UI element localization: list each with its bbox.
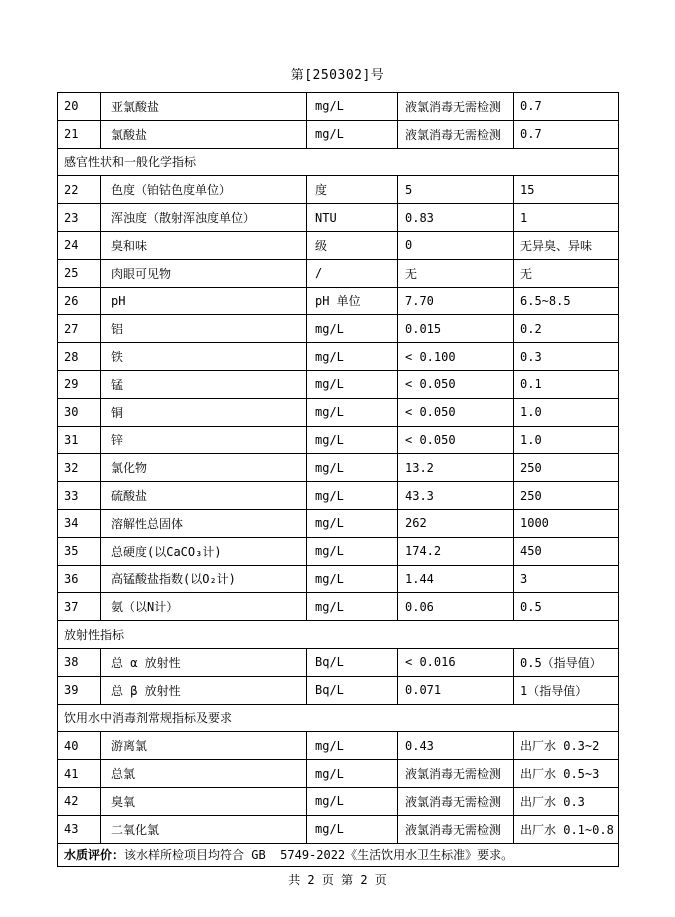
table-rows [58,93,618,844]
row-number-cell: 35 [58,538,101,565]
result-cell: 174.2 [398,538,514,565]
table-row [58,288,618,316]
row-number-cell: 25 [58,260,101,287]
evaluation-label: 水质评价： [64,848,125,863]
result-cell: 0.015 [398,315,514,342]
limit-cell: 0.5 [520,599,542,614]
param-name-cell: 游离氯 [101,732,307,759]
unit-cell: mg/L [307,399,398,426]
row-number-cell: 28 [58,343,101,370]
unit-cell: NTU [307,204,398,231]
unit-cell: mg/L [307,343,398,370]
param-name-cell: 肉眼可见物 [101,260,307,287]
unit-cell: / [307,260,398,287]
result-cell: 43.3 [398,482,514,509]
row-number-cell: 36 [58,566,101,593]
limit-cell: 1000 [520,516,549,531]
table-row [58,93,618,121]
result-cell: 5 [398,176,514,203]
limit-cell: 出厂水 0.3~2 [520,739,600,754]
result-cell: < 0.100 [398,343,514,370]
row-number-cell: 38 [58,649,101,676]
param-name-cell: 氯酸盐 [101,121,307,148]
limit-cell: 250 [520,488,542,503]
evaluation-text: 该水样所检项目均符合 GB 5749-2022《生活饮用水卫生标准》要求。 [124,848,514,863]
unit-cell: pH 单位 [307,288,398,315]
table-row [58,816,618,844]
table-row [58,232,618,260]
param-name-cell: 氯化物 [101,454,307,481]
result-cell: 1.44 [398,566,514,593]
table-row [58,343,618,371]
unit-cell: mg/L [307,510,398,537]
limit-cell: 出厂水 0.3 [520,794,585,809]
row-number-cell: 39 [58,677,101,704]
limit-cell: 0.1 [520,377,542,392]
param-name-cell: 铝 [101,315,307,342]
unit-cell: mg/L [307,93,398,120]
doc-number: 第[250302]号 [290,68,385,83]
result-cell: 0.43 [398,732,514,759]
param-name-cell: 二氧化氯 [101,816,307,843]
table-row [58,649,618,677]
result-cell: 液氯消毒无需检测 [398,121,514,148]
unit-cell: mg/L [307,760,398,787]
unit-cell: Bq/L [307,677,398,704]
param-name-cell: 氨（以N计） [101,593,307,620]
unit-cell: Bq/L [307,649,398,676]
unit-cell: mg/L [307,121,398,148]
table-row [58,732,618,760]
limit-cell: 1 [520,210,528,225]
row-number-cell: 42 [58,788,101,815]
param-name-cell: 铁 [101,343,307,370]
table-row [58,371,618,399]
row-number-cell: 20 [58,93,101,120]
table-row [58,788,618,816]
table-row [58,121,618,149]
limit-cell: 无 [520,266,533,281]
unit-cell: mg/L [307,566,398,593]
unit-cell: mg/L [307,593,398,620]
param-name-cell: 硫酸盐 [101,482,307,509]
param-name-cell: 总氯 [101,760,307,787]
section-title: 饮用水中消毒剂常规指标及要求 [64,711,233,726]
row-number-cell: 24 [58,232,101,259]
param-name-cell: 总 α 放射性 [101,649,307,676]
param-name-cell: 高锰酸盐指数(以O₂计) [101,566,307,593]
table-row [58,315,618,343]
row-number-cell: 43 [58,816,101,843]
limit-cell: 1.0 [520,405,542,420]
limit-cell: 出厂水 0.5~3 [520,767,600,782]
unit-cell: 度 [307,176,398,203]
limit-cell: 0.2 [520,321,542,336]
row-number-cell: 34 [58,510,101,537]
table-row [58,399,618,427]
param-name-cell: 臭和味 [101,232,307,259]
unit-cell: mg/L [307,538,398,565]
table-row [58,677,618,705]
result-cell: < 0.050 [398,371,514,398]
row-number-cell: 27 [58,315,101,342]
result-cell: 液氯消毒无需检测 [398,788,514,815]
param-name-cell: 锌 [101,427,307,454]
result-cell: 液氯消毒无需检测 [398,816,514,843]
limit-cell: 15 [520,182,535,197]
water-quality-table [57,92,619,867]
table-row [58,760,618,788]
limit-cell: 1（指导值） [520,683,588,698]
table-row [58,566,618,594]
result-cell: 13.2 [398,454,514,481]
result-cell: 7.70 [398,288,514,315]
table-row [58,593,618,621]
unit-cell: mg/L [307,454,398,481]
row-number-cell: 31 [58,427,101,454]
result-cell: 无 [398,260,514,287]
limit-cell: 450 [520,544,542,559]
limit-cell: 250 [520,460,542,475]
row-number-cell: 33 [58,482,101,509]
limit-cell: 6.5~8.5 [520,293,571,308]
result-cell: < 0.050 [398,399,514,426]
unit-cell: mg/L [307,427,398,454]
table-row [58,427,618,455]
limit-cell: 出厂水 0.1~0.8 [520,822,614,837]
param-name-cell: 总硬度(以CaCO₃计) [101,538,307,565]
result-cell: 0.06 [398,593,514,620]
result-cell: < 0.050 [398,427,514,454]
table-row [58,176,618,204]
result-cell: 0.83 [398,204,514,231]
row-number-cell: 22 [58,176,101,203]
limit-cell: 1.0 [520,432,542,447]
limit-cell: 无异臭、异味 [520,238,593,253]
unit-cell: mg/L [307,482,398,509]
unit-cell: mg/L [307,732,398,759]
page-footer: 共 2 页 第 2 页 [288,873,387,887]
param-name-cell: 总 β 放射性 [101,677,307,704]
row-number-cell: 32 [58,454,101,481]
param-name-cell: 锰 [101,371,307,398]
unit-cell: mg/L [307,816,398,843]
param-name-cell: pH [101,288,307,315]
result-cell: < 0.016 [398,649,514,676]
limit-cell: 0.5（指导值） [520,655,602,670]
result-cell: 液氯消毒无需检测 [398,760,514,787]
table-row [58,454,618,482]
table-row [58,204,618,232]
param-name-cell: 亚氯酸盐 [101,93,307,120]
row-number-cell: 26 [58,288,101,315]
result-cell: 0.071 [398,677,514,704]
limit-cell: 3 [520,571,528,586]
param-name-cell: 色度（铂钴色度单位） [101,176,307,203]
unit-cell: mg/L [307,788,398,815]
table-row [58,260,618,288]
row-number-cell: 23 [58,204,101,231]
limit-cell: 0.7 [520,99,542,114]
evaluation-row [58,844,618,866]
row-number-cell: 21 [58,121,101,148]
limit-cell: 0.3 [520,349,542,364]
result-cell: 液氯消毒无需检测 [398,93,514,120]
result-cell: 0 [398,232,514,259]
row-number-cell: 37 [58,593,101,620]
section-title: 放射性指标 [64,628,125,643]
result-cell: 262 [398,510,514,537]
row-number-cell: 41 [58,760,101,787]
param-name-cell: 浑浊度（散射浑浊度单位） [101,204,307,231]
param-name-cell: 臭氧 [101,788,307,815]
row-number-cell: 40 [58,732,101,759]
section-title: 感官性状和一般化学指标 [64,155,197,170]
section-row [58,621,618,649]
table-row [58,482,618,510]
param-name-cell: 铜 [101,399,307,426]
row-number-cell: 29 [58,371,101,398]
param-name-cell: 溶解性总固体 [101,510,307,537]
section-row [58,149,618,177]
evaluation-cell [58,846,618,863]
row-number-cell: 30 [58,399,101,426]
section-row [58,705,618,733]
limit-cell: 0.7 [520,127,542,142]
unit-cell: 级 [307,232,398,259]
unit-cell: mg/L [307,371,398,398]
table-row [58,538,618,566]
unit-cell: mg/L [307,315,398,342]
table-row [58,510,618,538]
